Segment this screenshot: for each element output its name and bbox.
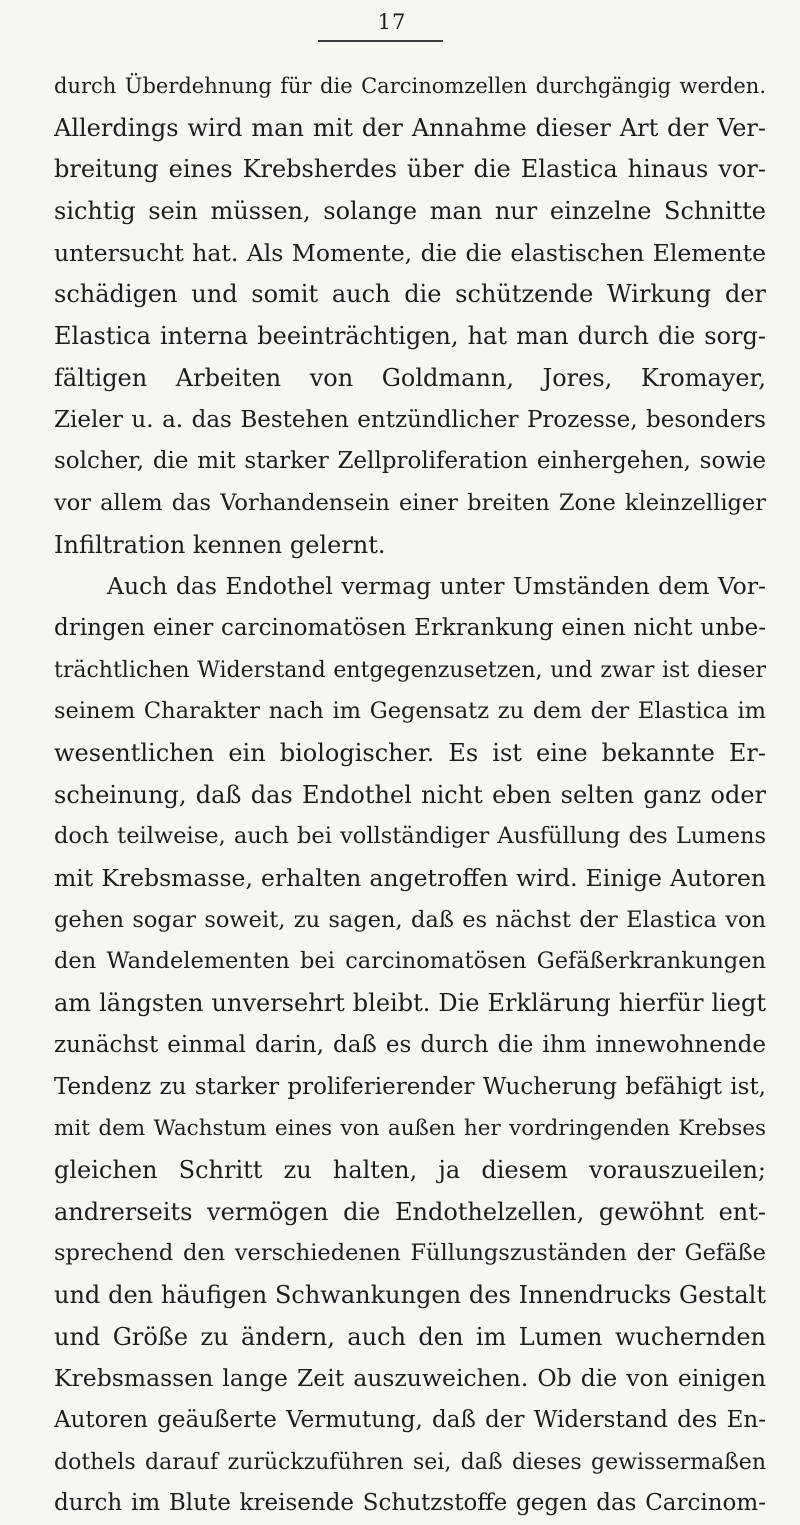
text-line: dringen einer carcinomatösen Erkrankung einen nicht unbe- bbox=[54, 614, 766, 641]
body-text bbox=[54, 66, 766, 1525]
text-line: Zieler u. a. das Bestehen entzündlicher Prozesse, besonders bbox=[54, 406, 766, 433]
text-line: mit Krebsmasse, erhalten angetroffen wird. Einige Autoren bbox=[54, 864, 766, 893]
text-line: andrerseits vermögen die Endothelzellen, gewöhnt ent- bbox=[54, 1197, 766, 1226]
text-line: Tendenz zu starker proliferierender Wucherung befähigt ist, bbox=[54, 1073, 766, 1100]
text-line: den Wandelementen bei carcinomatösen Gefäßerkrankungen bbox=[54, 948, 766, 975]
text-line: Krebsmassen lange Zeit auszuweichen. Ob die von einigen bbox=[54, 1364, 766, 1393]
paragraph-1 bbox=[54, 66, 766, 566]
text-line: scheinung, daß das Endothel nicht eben selten ganz oder bbox=[54, 780, 766, 809]
text-line: mit dem Wachstum eines von außen her vordringenden Krebses bbox=[54, 1116, 766, 1142]
text-line: Infiltration kennen gelernt. bbox=[54, 530, 386, 559]
text-line: wesentlichen ein biologischer. Es ist eine bekannte Er- bbox=[54, 739, 766, 767]
text-line: doch teilweise, auch bei vollständiger Ausfüllung des Lumens bbox=[54, 823, 766, 850]
text-line: gleichen Schritt zu halten, ja diesem vorauszueilen; bbox=[54, 1155, 766, 1184]
text-line: sprechend den verschiedenen Füllungszuständen der Gefäße bbox=[54, 1240, 766, 1267]
text-line: gehen sogar soweit, zu sagen, daß es nächst der Elastica von bbox=[54, 906, 766, 933]
text-line: zunächst einmal darin, daß es durch die ihm innewohnende bbox=[54, 1031, 766, 1058]
text-line: vor allem das Vorhandensein einer breiten Zone kleinzelliger bbox=[54, 489, 766, 516]
text-line: Allerdings wird man mit der Annahme dieser Art der Ver- bbox=[54, 113, 766, 142]
text-line: Auch das Endothel vermag unter Umständen dem Vor- bbox=[107, 572, 766, 601]
paragraph-2 bbox=[54, 566, 766, 1525]
text-line: durch im Blute kreisende Schutzstoffe gegen das Carcinom- bbox=[54, 1490, 766, 1517]
text-line: fältigen Arbeiten von Goldmann, Jores, Kromayer, bbox=[54, 363, 766, 392]
text-line: Elastica interna beeinträchtigen, hat man durch die sorg- bbox=[54, 322, 766, 351]
text-line: solcher, die mit starker Zellproliferation einhergehen, sowie bbox=[54, 448, 766, 475]
text-line: Autoren geäußerte Vermutung, daß der Widerstand des En- bbox=[54, 1407, 766, 1433]
page-number: 17 bbox=[377, 10, 407, 34]
text-line: und Größe zu ändern, auch den im Lumen wuchernden bbox=[54, 1322, 766, 1351]
text-line: schädigen und somit auch die schützende Wirkung der bbox=[54, 280, 766, 309]
text-line: untersucht hat. Als Momente, die die elastischen Elemente bbox=[54, 238, 766, 267]
text-line: durch Überdehnung für die Carcinomzellen durchgängig werden. bbox=[54, 74, 766, 98]
text-line: dothels darauf zurückzuführen sei, daß dieses gewissermaßen bbox=[54, 1449, 766, 1475]
text-line: sichtig sein müssen, solange man nur einzelne Schnitte bbox=[54, 197, 766, 226]
text-line: und den häufigen Schwankungen des Innendrucks Gestalt bbox=[54, 1280, 766, 1309]
text-line: trächtlichen Widerstand entgegenzusetzen, und zwar ist dieser bbox=[54, 657, 766, 683]
text-line: breitung eines Krebsherdes über die Elastica hinaus vor- bbox=[54, 155, 766, 184]
text-line: am längsten unversehrt bleibt. Die Erklärung hierfür liegt bbox=[54, 989, 766, 1018]
header-rule bbox=[318, 40, 443, 42]
text-line: seinem Charakter nach im Gegensatz zu dem der Elastica im bbox=[54, 698, 766, 725]
